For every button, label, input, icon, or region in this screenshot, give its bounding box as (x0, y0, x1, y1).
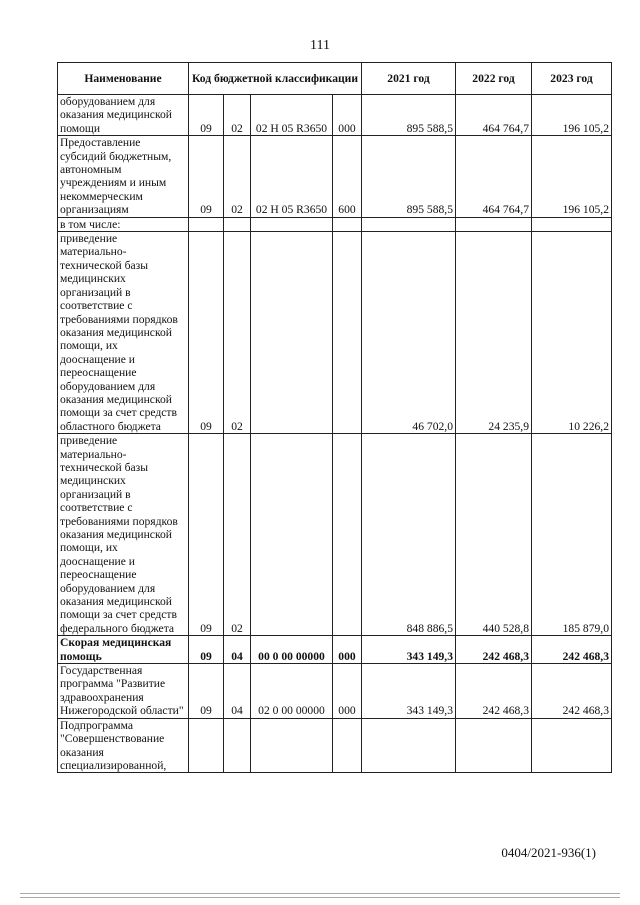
row-section: 09 (189, 136, 224, 217)
row-section: 09 (189, 434, 224, 636)
row-expense-type: 000 (333, 95, 362, 136)
row-target-article: 02 Н 05 R3650 (251, 95, 333, 136)
row-subsection (224, 718, 251, 773)
row-value-2021: 343 149,3 (362, 664, 456, 719)
table-row (58, 136, 612, 217)
row-value-2021 (362, 217, 456, 231)
row-section: 09 (189, 636, 224, 664)
row-section (189, 718, 224, 773)
page-edge-line (20, 893, 620, 894)
row-subsection: 04 (224, 664, 251, 719)
row-value-2023: 185 879,0 (532, 434, 612, 636)
row-name: оборудованием для оказания медицинской помощи (58, 95, 189, 136)
row-value-2023: 196 105,2 (532, 136, 612, 217)
page-edge-line (20, 897, 620, 898)
row-section: 09 (189, 232, 224, 434)
row-subsection (224, 217, 251, 231)
row-value-2022: 242 468,3 (456, 636, 532, 664)
table-row (58, 217, 612, 231)
row-target-article: 02 Н 05 R3650 (251, 136, 333, 217)
row-expense-type (333, 217, 362, 231)
row-value-2022 (456, 718, 532, 773)
row-value-2022: 242 468,3 (456, 664, 532, 719)
row-value-2023: 10 226,2 (532, 232, 612, 434)
row-name: Предоставление субсидий бюджетным, автономным учреждениям и иным некоммерческим организациям (58, 136, 189, 217)
row-expense-type: 000 (333, 636, 362, 664)
table-row (58, 664, 612, 719)
row-target-article: 02 0 00 00000 (251, 664, 333, 719)
table-row (58, 95, 612, 136)
row-subsection: 02 (224, 136, 251, 217)
row-expense-type (333, 434, 362, 636)
row-subsection: 02 (224, 95, 251, 136)
row-target-article (251, 718, 333, 773)
row-expense-type (333, 232, 362, 434)
row-name: Подпрограмма "Совершенствование оказания специализированной, (58, 718, 189, 773)
row-value-2021: 46 702,0 (362, 232, 456, 434)
row-target-article (251, 217, 333, 231)
row-target-article (251, 434, 333, 636)
row-subsection: 02 (224, 434, 251, 636)
header-2023: 2023 год (532, 63, 612, 95)
row-value-2021: 343 149,3 (362, 636, 456, 664)
row-value-2023: 242 468,3 (532, 664, 612, 719)
row-name: Скорая медицинская помощь (58, 636, 189, 664)
row-value-2021 (362, 718, 456, 773)
row-name: приведение материально-технической базы медицинских организаций в соответствие с требованиями порядков оказания медицинской помощи, их дооснащение и переоснащение оборудованием для оказания медицинской помощи за счет средств федерального бюджета (58, 434, 189, 636)
row-name: в том числе: (58, 217, 189, 231)
document-code: 0404/2021-936(1) (501, 845, 596, 860)
row-value-2022: 464 764,7 (456, 95, 532, 136)
row-value-2023: 242 468,3 (532, 636, 612, 664)
page-number: 111 (310, 38, 330, 53)
row-value-2021: 895 588,5 (362, 95, 456, 136)
row-section (189, 217, 224, 231)
row-value-2022: 24 235,9 (456, 232, 532, 434)
row-value-2022: 440 528,8 (456, 434, 532, 636)
table-row (58, 434, 612, 636)
row-value-2022: 464 764,7 (456, 136, 532, 217)
table-row (58, 636, 612, 664)
row-subsection: 02 (224, 232, 251, 434)
header-name: Наименование (58, 63, 189, 95)
row-expense-type: 600 (333, 136, 362, 217)
row-subsection: 04 (224, 636, 251, 664)
row-section: 09 (189, 664, 224, 719)
header-2021: 2021 год (362, 63, 456, 95)
table-row (58, 718, 612, 773)
row-expense-type: 000 (333, 664, 362, 719)
budget-table (57, 62, 612, 773)
table-row (58, 232, 612, 434)
table-header-row (58, 63, 612, 95)
row-value-2023 (532, 718, 612, 773)
row-value-2021: 895 588,5 (362, 136, 456, 217)
row-value-2023 (532, 217, 612, 231)
row-value-2023: 196 105,2 (532, 95, 612, 136)
header-2022: 2022 год (456, 63, 532, 95)
row-target-article: 00 0 00 00000 (251, 636, 333, 664)
row-target-article (251, 232, 333, 434)
row-value-2021: 848 886,5 (362, 434, 456, 636)
row-expense-type (333, 718, 362, 773)
row-section: 09 (189, 95, 224, 136)
header-code: Код бюджетной классификации (189, 63, 362, 95)
row-value-2022 (456, 217, 532, 231)
row-name: Государственная программа "Развитие здравоохранения Нижегородской области" (58, 664, 189, 719)
row-name: приведение материально-технической базы медицинских организаций в соответствие с требованиями порядков оказания медицинской помощи, их дооснащение и переоснащение оборудованием для оказания медицинской помощи за счет средств областного бюджета (58, 232, 189, 434)
